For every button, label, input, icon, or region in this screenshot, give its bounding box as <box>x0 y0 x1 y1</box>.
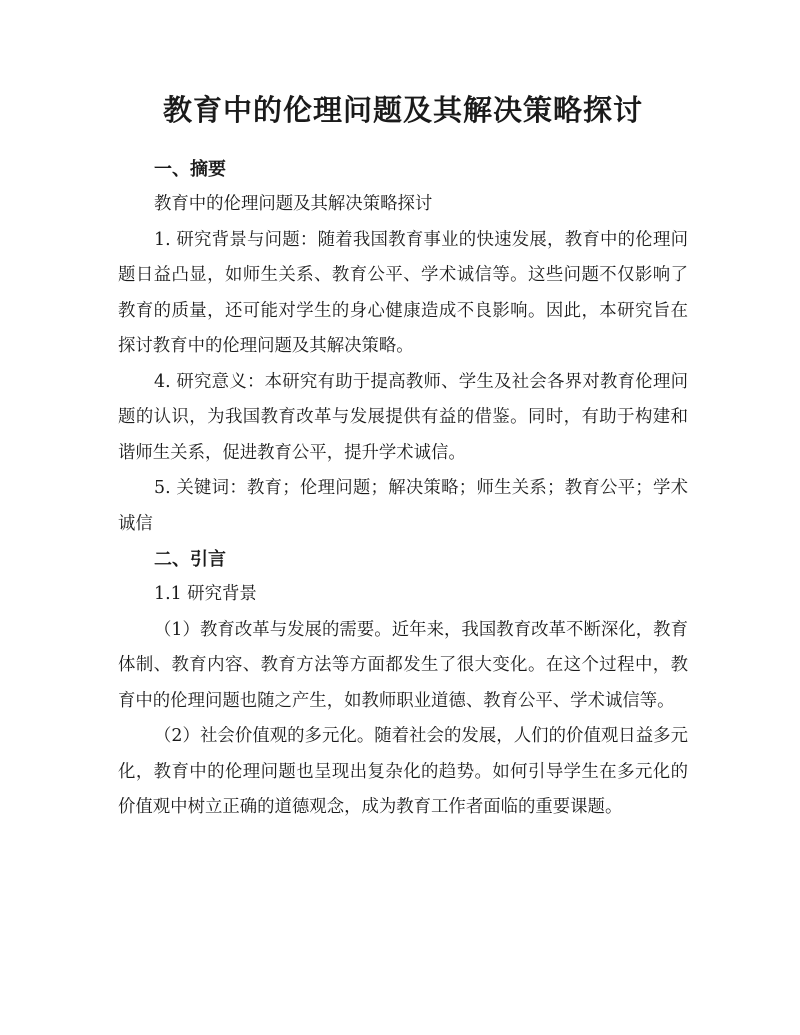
abstract-subtitle: 教育中的伦理问题及其解决策略探讨 <box>154 194 433 214</box>
abstract-background-paragraph: 1. 研究背景与问题：随着我国教育事业的快速发展，教育中的伦理问题日益凸显，如师生关系、教育公平、学术诚信等。这些问题不仅影响了教育的质量，还可能对学生的身心健康造成不良影响。因此，本研究旨在探讨教育中的伦理问题及其解决策略。 <box>118 229 688 356</box>
section-heading-introduction: 二、引言 <box>154 549 226 570</box>
abstract-significance-paragraph: 4. 研究意义：本研究有助于提高教师、学生及社会各界对教育伦理问题的认识，为我国教育改革与发展提供有益的借鉴。同时，有助于构建和谐师生关系，促进教育公平，提升学术诚信。 <box>118 371 688 463</box>
document-page <box>118 88 688 826</box>
section-heading-abstract: 一、摘要 <box>154 159 226 180</box>
document-title: 教育中的伦理问题及其解决策略探讨 <box>162 93 643 127</box>
intro-paragraph-reform: （1）教育改革与发展的需要。近年来，我国教育改革不断深化，教育体制、教育内容、教育方法等方面都发生了很大变化。在这个过程中，教育中的伦理问题也随之产生，如教师职业道德、教育公平、学术诚信等。 <box>118 619 688 711</box>
intro-paragraph-values: （2）社会价值观的多元化。随着社会的发展，人们的价值观日益多元化，教育中的伦理问题也呈现出复杂化的趋势。如何引导学生在多元化的价值观中树立正确的道德观念，成为教育工作者面临的重要课题。 <box>118 726 688 817</box>
abstract-keywords-paragraph: 5. 关键词：教育；伦理问题；解决策略；师生关系；教育公平；学术诚信 <box>118 478 688 534</box>
subsection-heading-background: 1.1 研究背景 <box>154 584 257 604</box>
